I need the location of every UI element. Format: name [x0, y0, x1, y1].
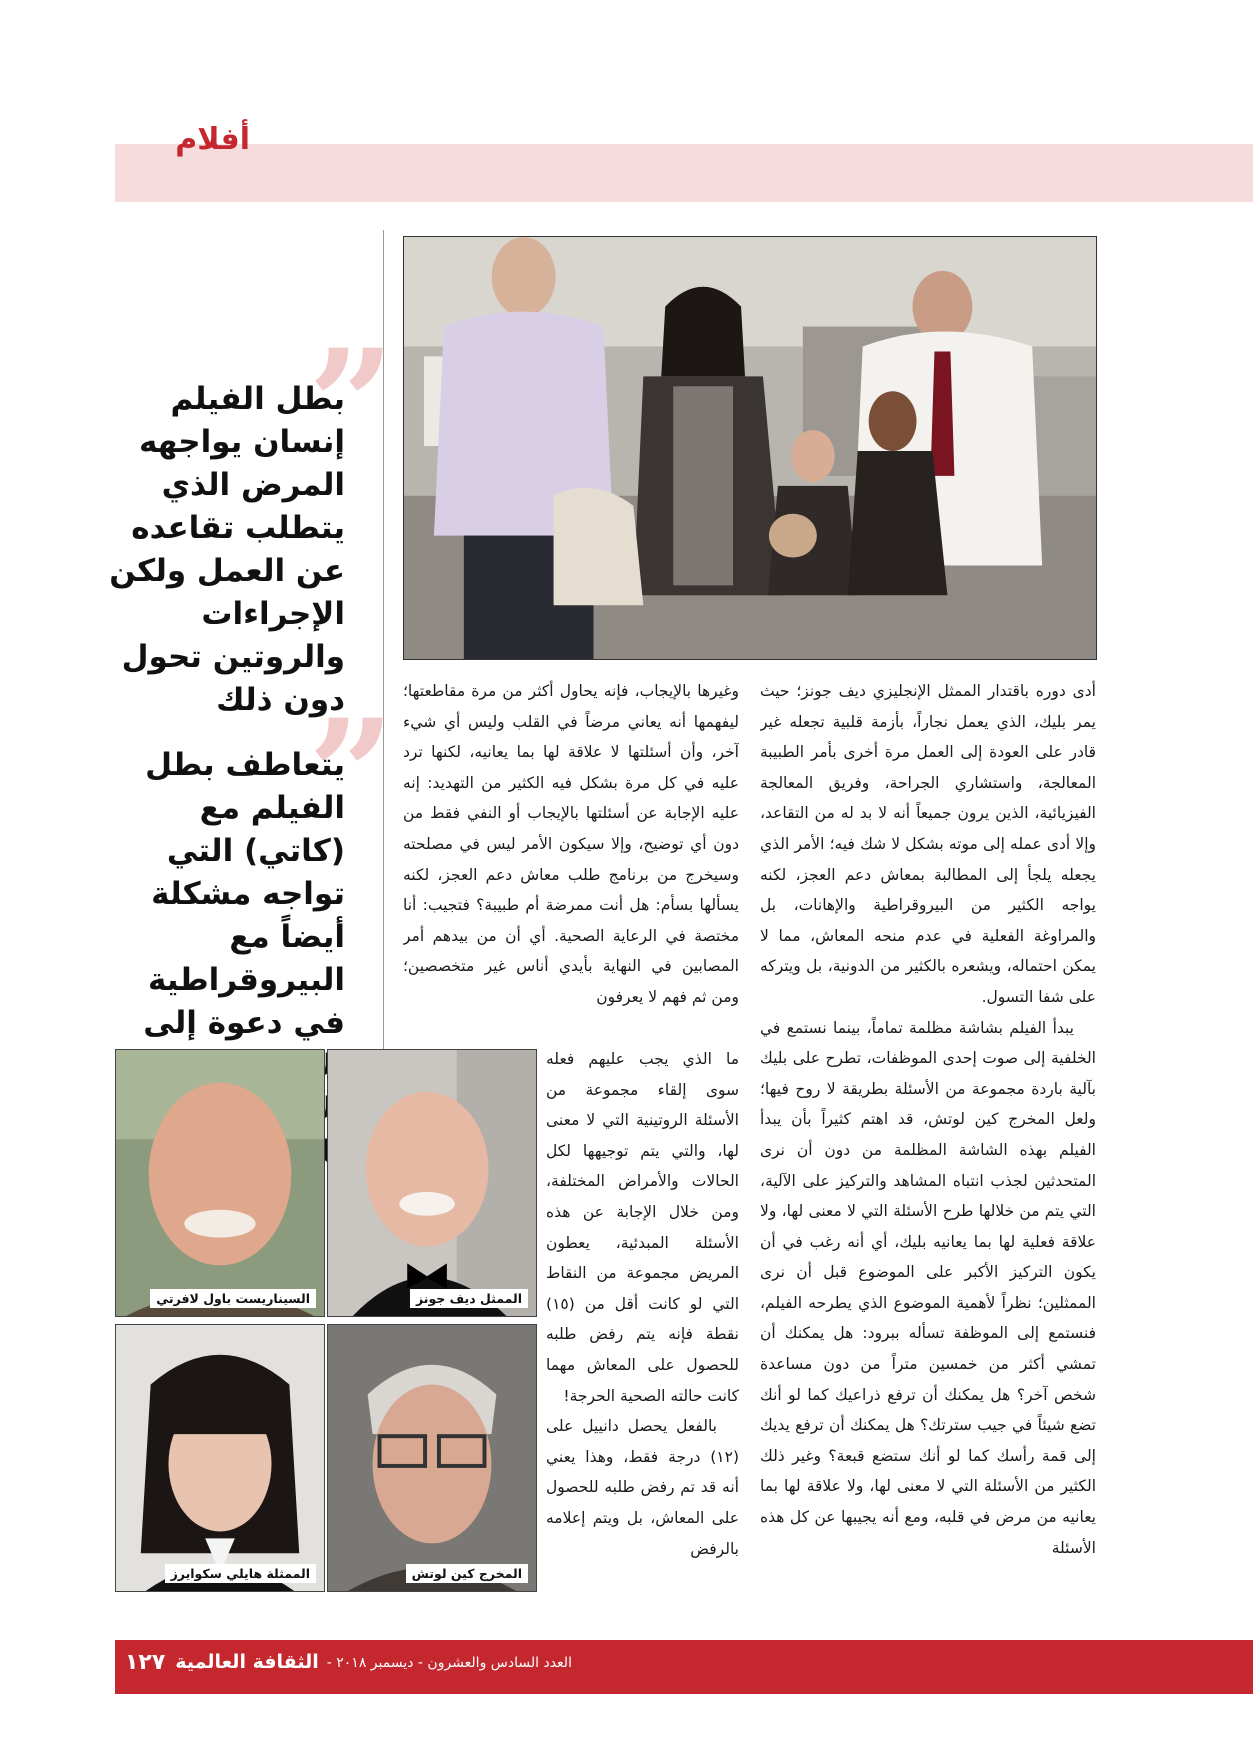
portrait-caption: الممثلة هايلي سكوايرز [165, 1564, 316, 1583]
pull-quote-2: يتعاطف بطل الفيلم مع (كاتي) التي تواجه مشكلة أيضاً مع البيروقراطية في دعوة إلى [143, 747, 345, 1041]
portrait-caption: المخرج كين لوتش [406, 1564, 528, 1583]
section-title: أفلام [175, 122, 250, 157]
portrait-ken-loach [327, 1324, 537, 1592]
main-photo [403, 236, 1097, 660]
portrait-man-glasses-icon [328, 1325, 536, 1591]
portrait-bald-man-bowtie-icon [328, 1050, 536, 1316]
film-still-office-scene-icon [404, 237, 1096, 659]
magazine-logo: الثقافة العالمية [175, 1651, 319, 1673]
quote-mark-icon: ” [308, 687, 395, 863]
portrait-dave-johns [327, 1049, 537, 1317]
article-column-middle-top [403, 676, 739, 1046]
article-paragraph: ما الذي يجب عليهم فعله سوى إلقاء مجموعة من الأسئلة الروتينية التي لا معنى لها، والتي يتم توجيهها لكل الحالات والأمراض المختلفة، ومن خلال الإجابة عن هذه الأسئلة المبدئية، يعطون المريض مجموعة من النقاط التي لو كانت أقل من (١٥) نقطة فإنه يتم رفض طلبه للحصول على المعاش مهما كانت حالته الصحية الحرجة! [546, 1050, 739, 1405]
page-number: ١٢٧ [125, 1650, 166, 1675]
portrait-hayley-squires [115, 1324, 325, 1592]
article-paragraph: يبدأ الفيلم بشاشة مظلمة تماماً، بينما نستمع في الخلفية إلى صوت إحدى الموظفات، تطرح على بليك بآلية باردة مجموعة من الأسئلة بطريقة لا روح فيها؛ ولعل المخرج كين لوتش، قد اهتم كثيراً بأن يبدأ الفيلم بهذه الشاشة المظلمة من دون أن نرى المتحدثين لجذب انتباه المشاهد والتركيز على الآلية، التي يتم من خلالها طرح الأسئلة التي لا معنى لها، ولا علاقة فعلية لها بما يعانيه بليك، أي أنه رغب في أن يكون التركيز الأكبر على الموضوع قبل أن نرى الممثلين؛ نظراً لأهمية الموضوع الذي يطرحه الفيلم، فنستمع إلى الموظفة تسأله ببرود: هل يمكنك أن تمشي أكثر من خمسين متراً من دون مساعدة شخص آخر؟ هل يمكنك أن ترفع ذراعيك كما لو أنك تضع شيئاً في جيب سترتك؟ هل يمكنك أن ترفع يديك إلى قمة رأسك كما لو أنك ستضع قبعة؟ وغير ذلك الكثير من الأسئلة التي لا معنى لها، ولا علاقة لها بما يعانيه من مرض في قلبه، ومع أنه يجيبها عن كل هذه الأسئلة [760, 1018, 1096, 1557]
footer-issue [327, 1655, 572, 1671]
pull-quote-1: بطل الفيلم إنسان يواجهه المرض الذي يتطلب تقاعده عن العمل ولكن الإجراءات والروتين تحول دون ذلك [109, 381, 345, 718]
article-paragraph: بالفعل يحصل دانييل على (١٢) درجة فقط، وهذا يعني أنه قد تم رفض طلبه للحصول على المعاش، بل ويتم إعلامه بالرفض [546, 1417, 739, 1558]
portrait-caption: السيناريست باول لافرتي [150, 1289, 316, 1308]
quote-mark-icon: ” [308, 317, 395, 493]
portrait-paul-laverty [115, 1049, 325, 1317]
article-paragraph: وغيرها بالإيجاب، فإنه يحاول أكثر من مرة مقاطعتها؛ ليفهمها أنه يعاني مرضاً في القلب وليس أي شيء آخر، وأن أسئلتها لا علاقة لها بما يعانيه، لكنها ترد عليه في كل مرة بشكل فيه الكثير من التهديد: إنه عليه الإجابة عن أسئلتها بالإيجاب أو النفي فقط من دون أي توضيح، وإلا سيكون الأمر ليس في مصلحته وسيخرج من برنامج طلب معاش دعم العجز، لكنه يسألها بسأم: هل أنت ممرضة أم طبيبة؟ فتجيب: أنا مختصة في الرعاية الصحية. أي أن من بيدهم أمر المصابين في النهاية بأيدي أناس غير متخصصين؛ ومن ثم فهم لا يعرفون [403, 682, 739, 1006]
article-column-middle-bottom [546, 1044, 739, 1596]
footer-issue-text: العدد السادس والعشرون - ديسمبر ٢٠١٨ - [326, 1655, 572, 1671]
portrait-caption: الممثل ديف جونز [410, 1289, 528, 1308]
header-band [115, 144, 1253, 202]
article-column-right [760, 676, 1096, 1596]
portrait-woman-bangs-icon [116, 1325, 324, 1591]
portrait-smiling-man-icon [116, 1050, 324, 1316]
article-paragraph: أدى دوره باقتدار الممثل الإنجليزي ديف جونز؛ حيث يمر بليك، الذي يعمل نجاراً، بأزمة قلبية تجعله غير قادر على العودة إلى العمل مرة أخرى بأمر الطبيبة المعالجة، واستشاري الجراحة، وفريق المعالجة الفيزيائية، الذين يرون جميعاً أنه لا بد له من التقاعد، وإلا أدى عمله إلى موته بشكل لا شك فيه؛ الأمر الذي يجعله يلجأ إلى المطالبة بمعاش دعم العجز، لكنه يواجه الكثير من البيروقراطية والإهانات، بل والمراوغة الفعلية في عدم منحه المعاش، مما لا يمكن احتماله، ويشعره بالكثير من الدونية، بل ويتركه على شفا التسول. [760, 682, 1096, 1006]
